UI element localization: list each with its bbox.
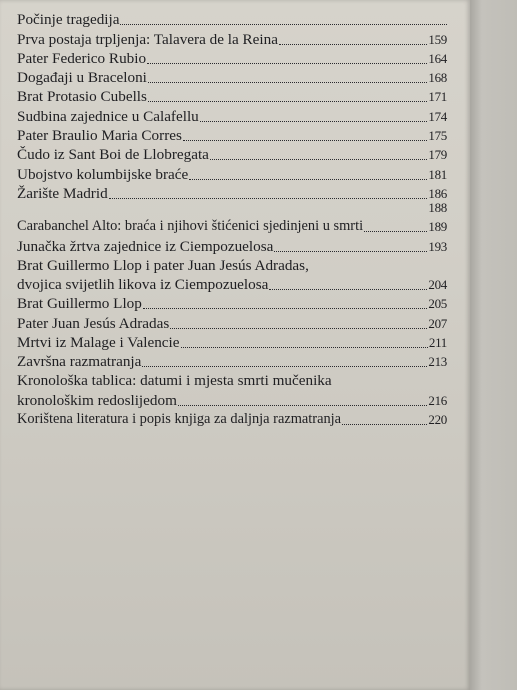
toc-entry-title: Korištena literatura i popis knjiga za daljnja razmatranja <box>17 411 342 428</box>
toc-entry-page: 193 <box>428 238 447 254</box>
toc-entry <box>17 68 447 87</box>
toc-entry-title: Završna razmatranja <box>17 353 142 371</box>
toc-entry <box>17 391 447 410</box>
toc-entry-title: Prva postaja trpljenja: Talavera de la Reina <box>17 30 278 48</box>
toc-entry-page: 159 <box>428 31 447 47</box>
toc-entry <box>17 352 447 371</box>
toc-entry <box>17 199 447 217</box>
toc-entry-title-line: Brat Guillermo Llop i pater Juan Jesús Adradas, <box>17 256 309 274</box>
dot-leader <box>189 179 427 180</box>
dot-leader <box>109 198 428 199</box>
dot-leader <box>143 308 428 309</box>
toc-entry-page: 189 <box>428 219 447 235</box>
toc-entry <box>17 29 447 48</box>
toc-entry-title: Mrtvi iz Malage i Valencie <box>17 334 180 352</box>
toc-entry-title: Junačka žrtva zajednice iz Ciempozuelosa <box>17 237 274 255</box>
toc-entry-title: Događaji u Braceloni <box>17 69 147 87</box>
dot-leader <box>210 159 427 160</box>
toc-entry-title-line: Kronološka tablica: datumi i mjesta smrti mučenika <box>17 372 332 390</box>
toc-entry <box>17 10 447 29</box>
toc-entry-title: Pater Juan Jesús Adradas <box>17 314 170 332</box>
dot-leader <box>183 140 427 141</box>
dot-leader <box>142 366 427 367</box>
dot-leader <box>148 82 427 83</box>
toc-entry-page: 174 <box>428 108 447 124</box>
toc-entry-page: 220 <box>428 412 447 428</box>
toc-entry <box>17 106 447 125</box>
toc-entry-page: 171 <box>428 89 447 105</box>
toc-entry <box>17 145 447 164</box>
toc-entry-title: Pater Federico Rubio <box>17 49 147 67</box>
toc-entry <box>17 217 447 236</box>
toc-entry <box>17 126 447 145</box>
toc-entry-title: Žarište Madrid <box>17 184 108 202</box>
toc-entry-page: 181 <box>428 166 447 182</box>
dot-leader <box>364 231 427 232</box>
table-of-contents <box>17 10 447 429</box>
toc-entry <box>17 275 447 294</box>
toc-entry-page: 207 <box>428 315 447 331</box>
dot-leader <box>274 251 427 252</box>
dot-leader <box>120 24 447 25</box>
toc-entry-title: Pater Braulio Maria Corres <box>17 127 182 145</box>
toc-entry <box>17 410 447 429</box>
toc-entry-page: 186 <box>428 185 447 201</box>
toc-entry-page: 204 <box>428 277 447 293</box>
dot-leader <box>200 121 428 122</box>
dot-leader <box>181 347 428 348</box>
toc-entry-page: 168 <box>428 70 447 86</box>
toc-entry-title: dvojica svijetlih likova iz Ciempozuelosa <box>17 276 269 294</box>
toc-entry-title: Počinje tragedija <box>17 11 120 29</box>
toc-entry-title: Čudo iz Sant Boi de Llobregata <box>17 146 209 164</box>
dot-leader <box>342 424 427 425</box>
toc-entry-page: 175 <box>428 128 447 144</box>
toc-entry <box>17 294 447 313</box>
toc-entry <box>17 87 447 106</box>
toc-entry-title: kronološkim redoslijedom <box>17 391 177 409</box>
toc-entry-title: Ubojstvo kolumbijske braće <box>17 165 189 183</box>
toc-entry <box>17 313 447 332</box>
dot-leader <box>147 63 427 64</box>
toc-entry-title: Brat Guillermo Llop <box>17 295 142 313</box>
book-page-edge <box>470 0 517 690</box>
toc-entry-page: 211 <box>428 335 447 351</box>
toc-entry-page: 213 <box>428 354 447 370</box>
toc-entry <box>17 49 447 68</box>
toc-entry-page: 205 <box>428 296 447 312</box>
toc-entry-page: 164 <box>428 50 447 66</box>
dot-leader <box>178 405 428 406</box>
toc-entry <box>17 333 447 352</box>
toc-entry-page: 188 <box>428 199 447 215</box>
toc-entry-title: Sudbina zajednice u Calafellu <box>17 107 199 125</box>
dot-leader <box>269 289 427 290</box>
dot-leader <box>148 101 427 102</box>
dot-leader <box>170 328 427 329</box>
toc-entry <box>17 236 447 255</box>
toc-entry-page: 179 <box>428 147 447 163</box>
toc-entry-title: Brat Protasio Cubells <box>17 88 147 106</box>
toc-entry-page: 216 <box>428 392 447 408</box>
toc-entry-title: Carabanchel Alto: braća i njihovi štićenici sjedinjeni u smrti <box>17 218 364 235</box>
toc-entry <box>17 184 447 203</box>
toc-entry <box>17 164 447 183</box>
dot-leader <box>279 44 427 45</box>
